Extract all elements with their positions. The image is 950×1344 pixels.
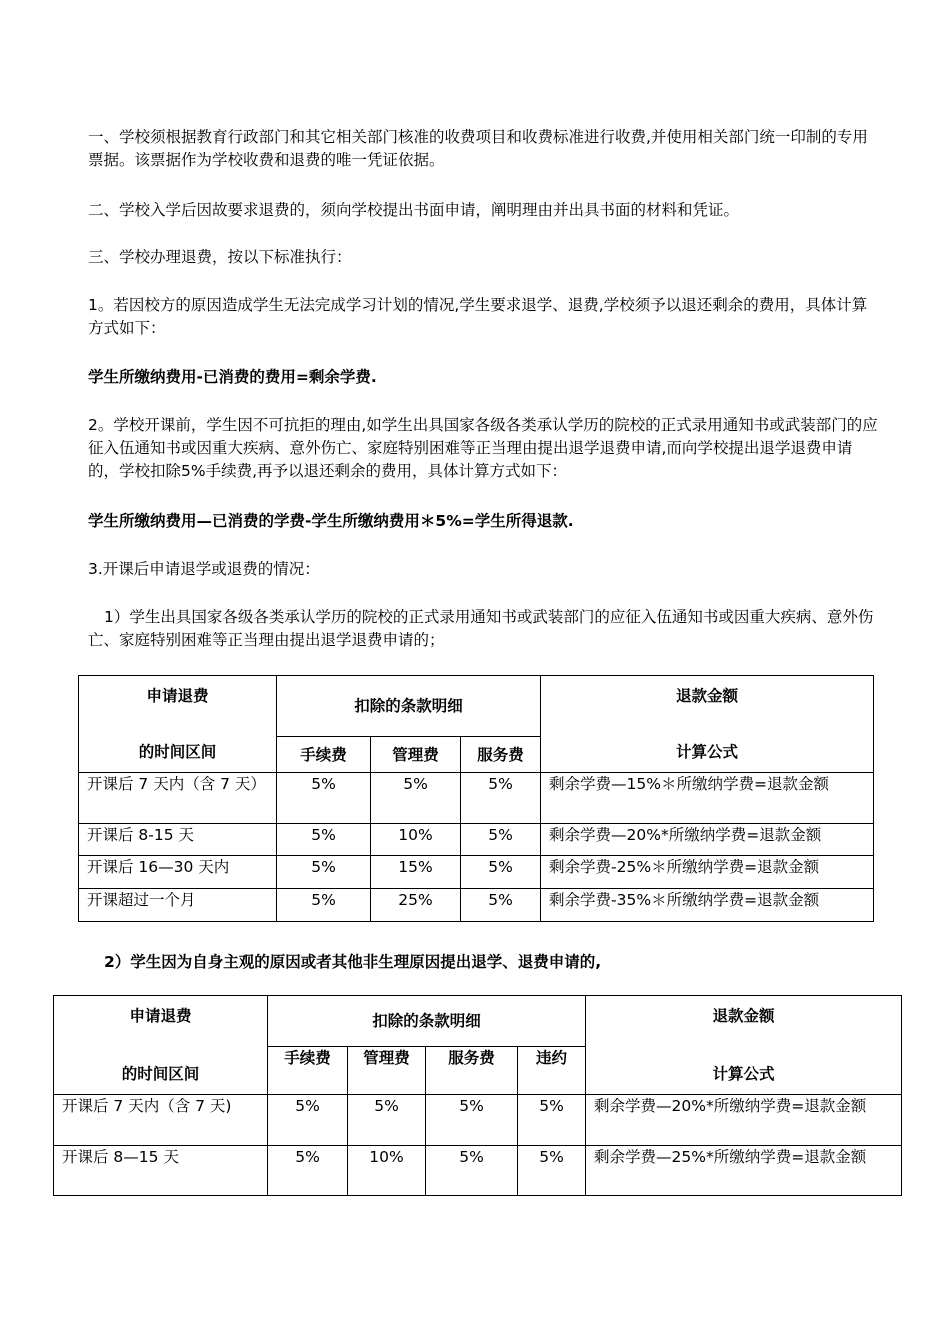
paragraph-5: 2。学校开课前，学生因不可抗拒的理由,如学生出具国家各级各类承认学历的院校的正式录用通知书或武装部门的应征入伍通知书或因重大疾病、意外伤亡、家庭特别困难等正当理由提出退学退费申请,而向学校提出退学退费申请的，学校扣除5%手续费,再予以退还剩余的费用，具体计算方式如下： [88, 416, 878, 480]
header-refund [586, 996, 902, 1095]
header-breach: 违约 [518, 1047, 586, 1095]
cell-service: 5% [461, 889, 541, 922]
header-refund-line1: 退款金额 [712, 1007, 775, 1025]
header-deduction: 扣除的条款明细 [277, 676, 541, 737]
paragraph-7: 1）学生出具国家各级各类承认学历的院校的正式录用通知书或武装部门的应征入伍通知书或因重大疾病、意外伤亡、家庭特别困难等正当理由提出退学退费申请的； [88, 608, 874, 649]
cell-fee: 5% [277, 824, 371, 856]
cell-mgmt: 5% [371, 773, 461, 824]
cell-service: 5% [461, 773, 541, 824]
cell-formula: 剩余学费-25%＊所缴纳学费=退款金额 [541, 856, 874, 889]
cell-service: 5% [461, 856, 541, 889]
header-fee: 手续费 [268, 1047, 348, 1095]
header-mgmt: 管理费 [348, 1047, 426, 1095]
paragraph-8: 2）学生因为自身主观的原因或者其他非生理原因提出退学、退费申请的, [104, 953, 602, 971]
header-refund-line2: 计算公式 [676, 743, 739, 761]
header-refund [541, 676, 874, 773]
paragraph-3: 三、学校办理退费，按以下标准执行： [88, 248, 352, 266]
cell-formula: 剩余学费—15%＊所缴纳学费=退款金额 [541, 773, 874, 824]
header-period-line2: 的时间区间 [138, 743, 217, 761]
cell-formula: 剩余学费—20%*所缴纳学费=退款金额 [541, 824, 874, 856]
header-deduction: 扣除的条款明细 [268, 996, 586, 1047]
header-period-line1: 申请退费 [146, 687, 209, 705]
formula-1: 学生所缴纳费用-已消费的费用=剩余学费. [88, 368, 377, 386]
cell-mgmt: 10% [348, 1146, 426, 1196]
cell-period: 开课后 16—30 天内 [79, 856, 277, 889]
table-row [79, 889, 874, 922]
table-row [54, 1146, 902, 1196]
cell-mgmt: 10% [371, 824, 461, 856]
cell-mgmt: 25% [371, 889, 461, 922]
cell-fee: 5% [268, 1146, 348, 1196]
cell-period: 开课后 8—15 天 [54, 1146, 268, 1196]
cell-period: 开课后 7 天内（含 7 天） [79, 773, 277, 824]
paragraph-1: 一、学校须根据教育行政部门和其它相关部门核准的收费项目和收费标准进行收费,并使用相关部门统一印制的专用票据。该票据作为学校收费和退费的唯一凭证依据。 [88, 128, 868, 169]
header-period-line2: 的时间区间 [121, 1065, 200, 1083]
table-row [79, 856, 874, 889]
cell-service: 5% [426, 1095, 518, 1146]
cell-formula: 剩余学费-35%＊所缴纳学费=退款金额 [541, 889, 874, 922]
cell-breach: 5% [518, 1095, 586, 1146]
cell-fee: 5% [277, 773, 371, 824]
header-mgmt: 管理费 [371, 737, 461, 773]
formula-2: 学生所缴纳费用—已消费的学费-学生所缴纳费用＊5%=学生所得退款. [88, 512, 574, 530]
refund-table-2 [53, 995, 902, 1196]
cell-service: 5% [461, 824, 541, 856]
table-row [79, 824, 874, 856]
cell-period: 开课后 7 天内（含 7 天) [54, 1095, 268, 1146]
cell-period: 开课超过一个月 [79, 889, 277, 922]
header-period [54, 996, 268, 1095]
cell-fee: 5% [268, 1095, 348, 1146]
paragraph-2: 二、学校入学后因故要求退费的，须向学校提出书面申请，阐明理由并出具书面的材料和凭证。 [88, 201, 740, 219]
header-period [79, 676, 277, 773]
cell-period: 开课后 8-15 天 [79, 824, 277, 856]
cell-service: 5% [426, 1146, 518, 1196]
header-refund-line2: 计算公式 [712, 1065, 775, 1083]
table-row [79, 773, 874, 824]
header-refund-line1: 退款金额 [676, 687, 739, 705]
table-row [54, 1095, 902, 1146]
header-service: 服务费 [426, 1047, 518, 1095]
paragraph-4: 1。若因校方的原因造成学生无法完成学习计划的情况,学生要求退学、退费,学校须予以退还剩余的费用，具体计算方式如下： [88, 296, 868, 337]
cell-fee: 5% [277, 856, 371, 889]
cell-mgmt: 5% [348, 1095, 426, 1146]
cell-formula: 剩余学费—25%*所缴纳学费=退款金额 [586, 1146, 902, 1196]
paragraph-6: 3.开课后申请退学或退费的情况： [88, 560, 320, 578]
header-period-line1: 申请退费 [129, 1007, 192, 1025]
header-service: 服务费 [461, 737, 541, 773]
header-fee: 手续费 [277, 737, 371, 773]
cell-formula: 剩余学费—20%*所缴纳学费=退款金额 [586, 1095, 902, 1146]
cell-fee: 5% [277, 889, 371, 922]
cell-breach: 5% [518, 1146, 586, 1196]
refund-table-1 [78, 675, 874, 922]
cell-mgmt: 15% [371, 856, 461, 889]
